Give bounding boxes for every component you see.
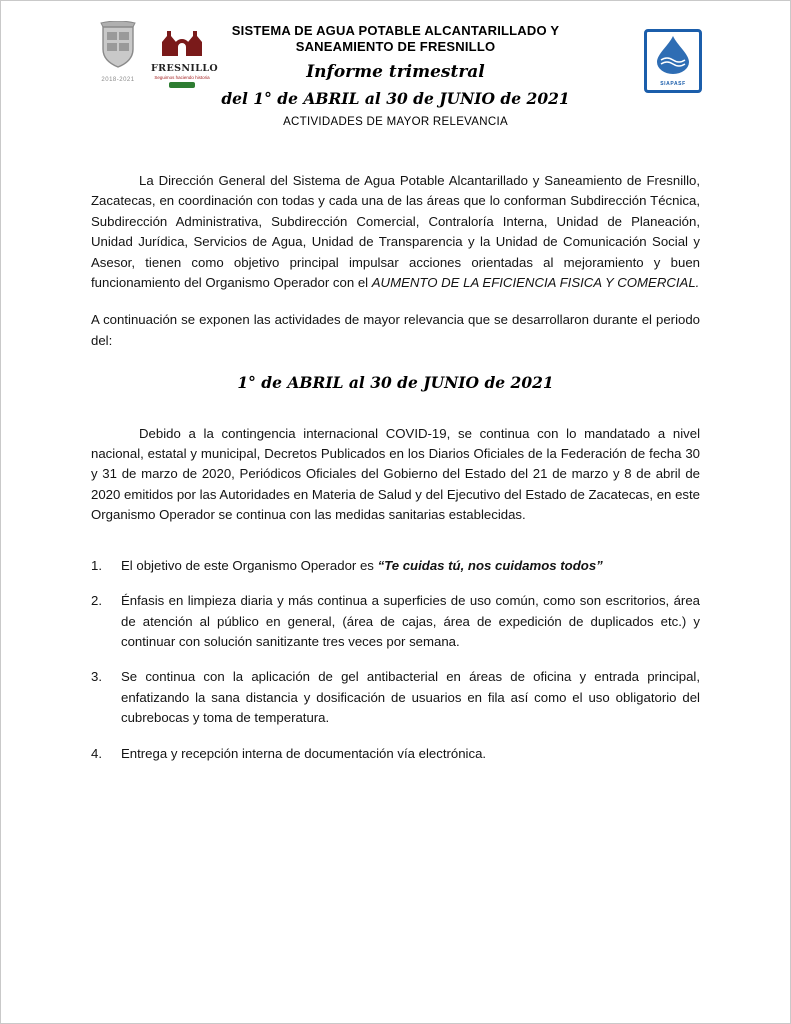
document-header	[1, 1, 790, 161]
list-item-2-text: Énfasis en limpieza diaria y más continua a superficies de uso común, como son escritorios, área de atención al público en general, (área de cajas, área de expedición de duplicados etc.) y continuar con solución sanitizante tres veces por semana.	[121, 593, 700, 649]
list-item-1-text: El objetivo de este Organismo Operador es	[121, 557, 378, 573]
paragraph-1-text: La Dirección General del Sistema de Agua Potable Alcantarillado y Saneamiento de Fresnillo, Zacatecas, en coordinación con todas y cada una de las áreas que lo conforman Subdirección Técnica, Subdirección Administrativa, Subdirección Comercial, Contraloría Interna, Unidad de Planeación, Unidad Jurídica, Servicios de Agua, Unidad de Transparencia y la Unidad de Comunicación Social y Asesor, tienen como objetivo principal impulsar acciones orientadas al mejoramiento y buen funcionamiento del Organismo Operador con el	[91, 173, 700, 291]
list-item-4-number: 4.	[91, 745, 102, 761]
org-title-line2: SANEAMIENTO DE FRESNILLO	[295, 39, 496, 54]
crest-caption: 2018-2021	[101, 77, 135, 83]
activities-caption: ACTIVIDADES DE MAYOR RELEVANCIA	[283, 116, 508, 128]
list-item-1-body	[121, 556, 700, 576]
list-item-3-text: Se continua con la aplicación de gel antibacterial en áreas de oficina y entrada principal, enfatizando la sana distancia y dosificación de usuarios en fila así como el uso obligatorio del cubrebocas y toma de temperatura.	[121, 669, 700, 726]
siapasf-logo	[644, 29, 702, 93]
report-type-heading: Informe trimestral	[306, 62, 485, 82]
report-period-heading: del 1° de ABRIL al 30 de JUNIO de 2021	[221, 89, 570, 108]
list-item-1-number: 1.	[91, 557, 102, 573]
siapasf-logo-box	[644, 29, 702, 93]
list-item-4	[91, 744, 700, 764]
period-heading: 1° de ABRIL al 30 de JUNIO de 2021	[237, 373, 554, 393]
paragraph-1-emphasis: AUMENTO DE LA EFICIENCIA FISICA Y COMERCIAL.	[371, 275, 700, 291]
water-drop-icon	[656, 35, 690, 80]
list-item-3	[91, 667, 700, 728]
activities-list	[91, 556, 700, 764]
siapasf-caption: SIAPASF	[660, 81, 686, 87]
list-item-3-number: 3.	[91, 669, 102, 685]
list-item-4-text: Entrega y recepción interna de documentación vía electrónica.	[121, 745, 487, 761]
list-item-1	[91, 556, 700, 576]
document-body	[91, 171, 700, 779]
org-title-line1: SISTEMA DE AGUA POTABLE ALCANTARILLADO Y	[231, 23, 560, 38]
paragraph-3: Debido a la contingencia internacional COVID-19, se continua con lo mandatado a nivel nacional, estatal y municipal, Decretos Publicados en los Diarios Oficiales de la Federación de fecha 30 y 31 de marzo de 2020, Periódicos Oficiales del Gobierno del Estado del 21 de marzo y 8 de abril de 2020 emitidos por las Autoridades en Materia de Salud y del Ejecutivo del Estado de Zacatecas, en este Organismo Operador se continua con las medidas sanitarias establecidas.	[91, 425, 700, 523]
list-item-2-number: 2.	[91, 593, 102, 609]
paragraph-2: A continuación se exponen las actividades de mayor relevancia que se desarrollaron durante el periodo del:	[91, 312, 700, 348]
list-item-1-quote: “Te cuidas tú, nos cuidamos todos”	[377, 557, 603, 573]
list-item-2	[91, 591, 700, 652]
fresnillo-wordmark: FRESNILLO	[151, 63, 219, 74]
paragraph-1	[91, 171, 700, 293]
fresnillo-tagline: Seguimos haciendo historia	[154, 75, 210, 80]
